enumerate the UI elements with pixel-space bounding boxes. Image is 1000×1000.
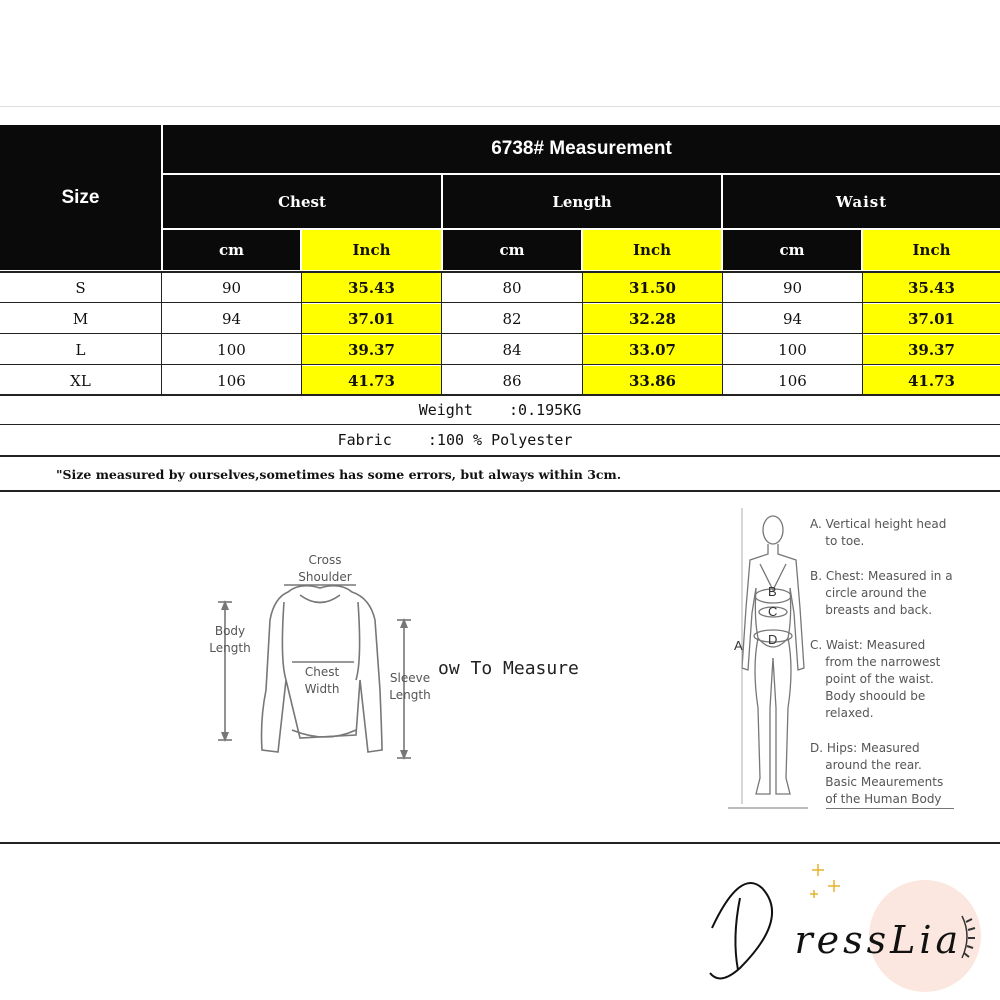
diagram-bottom-border bbox=[0, 842, 1000, 844]
point-a-label: A bbox=[734, 638, 743, 653]
point-c-label: C bbox=[768, 604, 778, 619]
cm-value-cell: 90 bbox=[221, 279, 242, 297]
note-d: D. Hips: Measured around the rear. Basic Meaurements of the Human Body bbox=[810, 741, 944, 806]
inch-value-cell: 37.01 bbox=[302, 304, 441, 334]
size-cell: L bbox=[75, 341, 86, 359]
cm-value-cell: 100 bbox=[217, 341, 246, 359]
row-divider bbox=[0, 333, 1000, 334]
size-cell: XL bbox=[70, 372, 91, 390]
col-divider bbox=[301, 272, 302, 395]
inch-value-cell: 35.43 bbox=[302, 273, 441, 303]
cm-value-cell: 106 bbox=[778, 372, 807, 390]
size-note: "Size measured by ourselves,sometimes has some errors, but always within 3cm. bbox=[56, 466, 622, 482]
cm-value-cell: 84 bbox=[502, 341, 522, 359]
table-title: 6738# Measurement bbox=[163, 125, 1000, 173]
cm-value-cell: 80 bbox=[502, 279, 522, 297]
grid-line bbox=[0, 106, 1000, 107]
row-divider bbox=[0, 302, 1000, 303]
col-divider bbox=[582, 272, 583, 395]
group-length: Length bbox=[443, 175, 721, 228]
cm-value-cell: 82 bbox=[502, 310, 522, 328]
size-cell: S bbox=[75, 279, 86, 297]
group-chest: Chest bbox=[163, 175, 441, 228]
sleeve-length-label: Sleeve Length bbox=[389, 671, 431, 702]
unit-inch: Inch bbox=[583, 230, 721, 270]
inch-value-cell: 33.86 bbox=[583, 366, 722, 396]
cm-value-cell: 86 bbox=[502, 372, 522, 390]
unit-inch: Inch bbox=[302, 230, 441, 270]
col-divider bbox=[441, 272, 442, 395]
note-underline bbox=[826, 808, 954, 809]
row-divider bbox=[0, 490, 1000, 492]
fabric-row: Fabric :100 % Polyester bbox=[337, 431, 573, 449]
inch-value-cell: 33.07 bbox=[583, 335, 722, 365]
col-divider bbox=[161, 272, 162, 395]
logo-text: ressLia bbox=[794, 918, 963, 962]
col-divider bbox=[722, 272, 723, 395]
note-c: C. Waist: Measured from the narrowest point of the waist. Body shoould be relaxed. bbox=[810, 638, 941, 720]
size-cell: M bbox=[72, 310, 89, 328]
row-divider bbox=[0, 364, 1000, 365]
cm-value-cell: 94 bbox=[221, 310, 242, 328]
chest-width-label: Chest Width bbox=[304, 665, 340, 696]
unit-cm: cm bbox=[723, 230, 861, 270]
body-length-label: Body Length bbox=[209, 624, 251, 655]
note-a: A. Vertical height head to toe. bbox=[810, 517, 947, 548]
point-d-label: D bbox=[768, 632, 778, 647]
size-header: Size bbox=[0, 125, 161, 270]
inch-value-cell: 31.50 bbox=[583, 273, 722, 303]
cm-value-cell: 100 bbox=[778, 341, 807, 359]
point-b-label: B bbox=[768, 584, 777, 599]
inch-value-cell: 41.73 bbox=[302, 366, 441, 396]
cm-value-cell: 90 bbox=[782, 279, 803, 297]
col-divider bbox=[862, 272, 863, 395]
unit-cm: cm bbox=[443, 230, 581, 270]
inch-value-cell: 39.37 bbox=[863, 335, 1000, 365]
weight-row: Weight :0.195KG bbox=[418, 401, 582, 419]
row-divider bbox=[0, 455, 1000, 457]
inch-value-cell: 39.37 bbox=[302, 335, 441, 365]
note-b: B. Chest: Measured in a circle around the breasts and back. bbox=[810, 569, 953, 617]
unit-inch: Inch bbox=[863, 230, 1000, 270]
cross-shoulder-label: Cross Shoulder bbox=[298, 553, 352, 584]
inch-value-cell: 41.73 bbox=[863, 366, 1000, 396]
unit-cm: cm bbox=[163, 230, 300, 270]
cm-value-cell: 94 bbox=[782, 310, 803, 328]
group-waist: Waist bbox=[723, 175, 1000, 228]
inch-value-cell: 32.28 bbox=[583, 304, 722, 334]
human-figure bbox=[728, 508, 808, 814]
inch-value-cell: 35.43 bbox=[863, 273, 1000, 303]
cm-value-cell: 106 bbox=[217, 372, 246, 390]
row-divider bbox=[0, 271, 1000, 273]
how-to-measure-title: ow To Measure bbox=[438, 658, 579, 679]
inch-value-cell: 37.01 bbox=[863, 304, 1000, 334]
